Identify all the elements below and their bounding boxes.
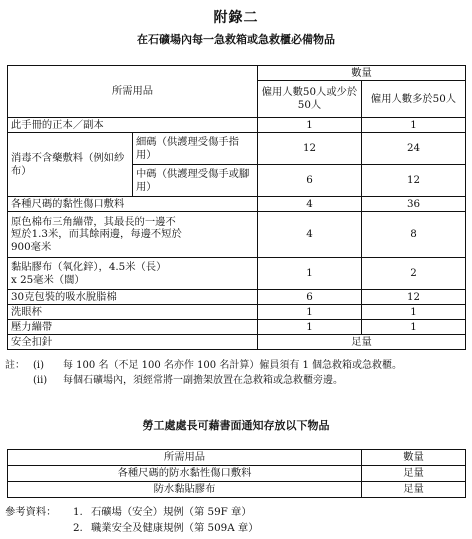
qty-large: 36 — [362, 197, 466, 212]
item-cell — [8, 212, 258, 258]
disinfectant-group-cell: 消毒不含藥敷料（例如紗布） — [8, 133, 133, 197]
qty-large: 1 — [362, 305, 466, 320]
reference-number: 1. — [73, 505, 83, 518]
item-cell: 各種尺碼的黏性傷口敷料 — [8, 197, 258, 212]
table-row — [8, 335, 466, 350]
references-label: 參考資料： — [5, 505, 57, 518]
qty-small: 6 — [258, 165, 362, 197]
qty-cell: 足量 — [362, 466, 466, 482]
table-row — [8, 305, 466, 320]
qty-small: 1 — [258, 118, 362, 133]
reference-item — [5, 520, 467, 536]
table-row — [8, 258, 466, 290]
qty-large: 8 — [362, 212, 466, 258]
optional-items-table — [7, 449, 466, 498]
qty-small: 6 — [258, 290, 362, 305]
note-item — [5, 359, 467, 374]
item-cell: 各種尺碼的防水黏性傷口敷料 — [8, 466, 362, 482]
item-text: 黏貼膠布（氧化鋅），4.5米（長）x 25毫米（闊） — [11, 260, 167, 286]
qty-all: 足量 — [258, 335, 466, 350]
reference-text: 石礦場（安全）規例（第 59F 章） — [91, 505, 252, 518]
table-row — [8, 466, 466, 482]
header-item: 所需用品 — [8, 450, 362, 466]
page-title: 附錄二 — [213, 10, 259, 26]
item-cell: 壓力繃帶 — [8, 320, 258, 335]
reference-number: 2. — [73, 521, 83, 534]
item-cell — [8, 258, 258, 290]
table-row — [8, 290, 466, 305]
qty-small: 4 — [258, 212, 362, 258]
item-cell: 安全扣針 — [8, 335, 258, 350]
item-cell: 防水黏貼膠布 — [8, 482, 362, 498]
qty-small: 12 — [258, 133, 362, 165]
header-item: 所需用品 — [8, 66, 258, 118]
header-col-small: 僱用人數50人或少於50人 — [258, 81, 362, 118]
qty-large: 2 — [362, 258, 466, 290]
item-cell: 此手冊的正本／副本 — [8, 118, 258, 133]
qty-large: 12 — [362, 290, 466, 305]
qty-small: 1 — [258, 305, 362, 320]
header-quantity: 數量 — [362, 450, 466, 466]
reference-item — [5, 504, 467, 520]
qty-small: 1 — [258, 320, 362, 335]
qty-large: 1 — [362, 118, 466, 133]
notes — [5, 359, 467, 389]
item-cell: 30克包裝的吸水脫脂棉 — [8, 290, 258, 305]
table-row — [8, 212, 466, 258]
item-text: 原色棉布三角繃帶，其最長的一邊不短於1.3米，而其餘兩邊，每邊不短於900毫米 — [11, 215, 182, 253]
header-quantity: 數量 — [258, 66, 466, 81]
table-header-row — [8, 450, 466, 466]
note-number: (ii) — [33, 375, 48, 387]
reference-text: 職業安全及健康規例（第 509A 章） — [91, 521, 259, 534]
page-subtitle: 在石礦場內每一急救箱或急救櫃必備物品 — [137, 33, 335, 46]
item-cell: 洗眼杯 — [8, 305, 258, 320]
references — [5, 504, 467, 536]
qty-large: 12 — [362, 165, 466, 197]
qty-small: 4 — [258, 197, 362, 212]
header-col-large: 僱用人數多於50人 — [362, 81, 466, 118]
qty-large: 24 — [362, 133, 466, 165]
section-heading: 勞工處處長可藉書面通知存放以下物品 — [142, 419, 330, 432]
table-row — [8, 118, 466, 133]
notes-label: 註： — [5, 360, 25, 372]
table-row — [8, 320, 466, 335]
note-item — [5, 374, 467, 389]
table-row — [8, 133, 466, 165]
note-text: 每個石礦場內，須經常將一副擔架放置在急救箱或急救櫃旁邊。 — [63, 375, 343, 387]
qty-cell: 足量 — [362, 482, 466, 498]
qty-small: 1 — [258, 258, 362, 290]
item-cell: 細碼（供護理受傷手指用） — [133, 133, 258, 165]
table-row — [8, 197, 466, 212]
note-text: 每 100 名（不足 100 名亦作 100 名計算）僱員須有 1 個急救箱或急救櫃。 — [63, 360, 403, 372]
first-aid-items-table — [7, 65, 466, 350]
table-row — [8, 482, 466, 498]
qty-large: 1 — [362, 320, 466, 335]
note-number: (i) — [33, 360, 45, 372]
item-cell: 中碼（供護理受傷手或腳用） — [133, 165, 258, 197]
